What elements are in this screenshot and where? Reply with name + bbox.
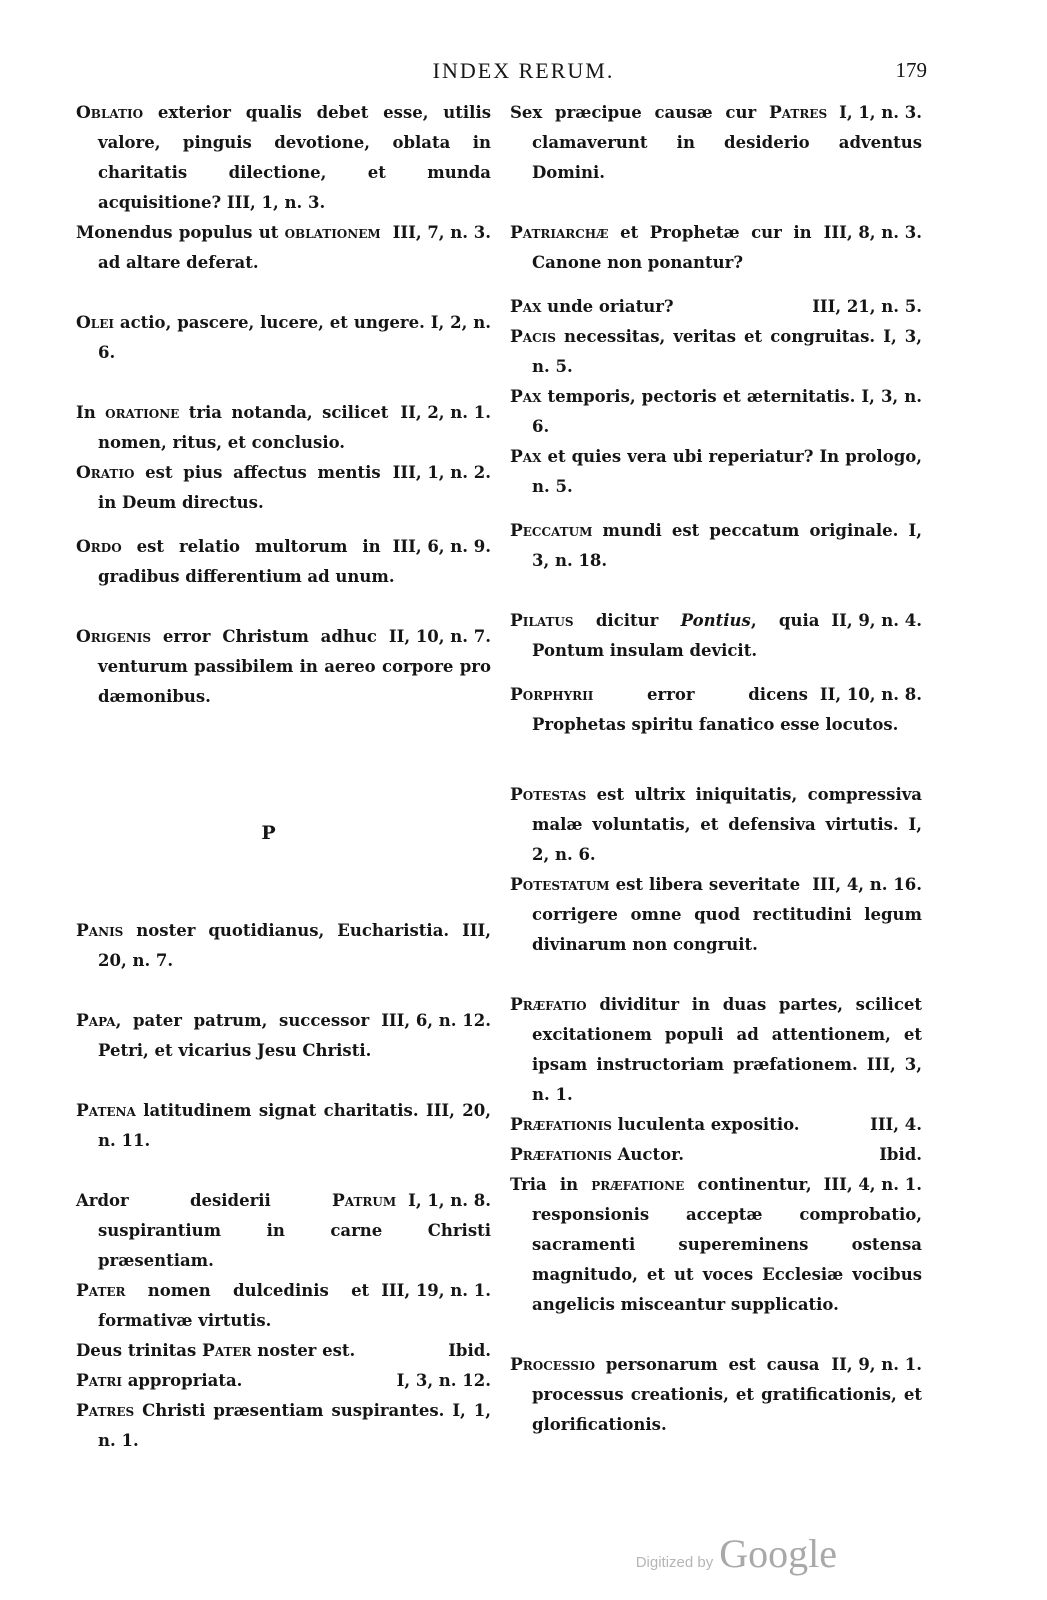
entry-headword: Origenis [76, 627, 152, 647]
entry-spacer [510, 740, 922, 780]
entry-text: unde oriatur? [541, 297, 674, 316]
entry-text: personarum est causa processus creationis, et gratificationis, et glorificationis. [532, 1355, 922, 1434]
entry-headword: Præfationis [510, 1145, 612, 1165]
index-entry [510, 870, 922, 960]
entry-text: error dicens Prophetas spiritu fanatico esse locutos. [532, 685, 899, 734]
index-entry [76, 622, 491, 712]
entry-reference: III, 4. [870, 1115, 922, 1134]
entry-spacer [510, 666, 922, 680]
index-entry [76, 1096, 491, 1156]
entry-headword: Pax [510, 297, 542, 317]
watermark-prefix: Digitized by [635, 1554, 714, 1571]
index-entry [510, 1110, 922, 1140]
entry-reference: I, 1, n. 8. [408, 1191, 491, 1210]
entry-headword: Pax [510, 387, 542, 407]
entry-text: Monendus populus ut [76, 223, 285, 242]
entry-text: et quies vera ubi reperiatur? In prologo, n. 5. [532, 447, 922, 496]
entry-headword: Potestatum [510, 875, 610, 895]
entry-text: est pius affectus mentis in Deum directus. [98, 463, 381, 512]
entry-headword: Peccatum [510, 521, 593, 541]
entry-spacer [510, 576, 922, 606]
google-watermark [636, 1530, 837, 1577]
index-entry [76, 1186, 491, 1276]
index-entry [510, 1170, 922, 1320]
entry-spacer [510, 188, 922, 218]
entry-text: Sex præcipue causæ cur [510, 103, 769, 122]
entry-text: , pater patrum, successor Petri, et vicarius Jesu Christi. [98, 1011, 372, 1060]
index-entry [510, 98, 922, 188]
entry-headword: Processio [510, 1355, 596, 1375]
entry-reference: Ibid. [448, 1341, 491, 1360]
entry-reference: II, 9, n. 1. [831, 1355, 922, 1374]
index-entry [510, 442, 922, 502]
index-entry [510, 680, 922, 740]
entry-spacer [76, 1156, 491, 1186]
entry-text: noster quotidianus, Eucharistia. III, 20, n. 7. [98, 921, 491, 970]
entry-text: Ardor desiderii [76, 1191, 333, 1210]
entry-text: error Christum adhuc venturum passibilem in aereo corpore pro dæmonibus. [98, 627, 491, 706]
index-entry [76, 98, 491, 218]
entry-text: Tria in [510, 1175, 592, 1194]
entry-headword: Præfatio [510, 995, 587, 1015]
entry-headword: Pater [202, 1341, 252, 1361]
entry-headword: præfatione [591, 1175, 685, 1195]
entry-reference: I, 1, n. 3. [839, 103, 922, 122]
entry-text: clamaverunt in desiderio adventus Domini. [532, 133, 922, 182]
entry-headword: Patri [76, 1371, 122, 1391]
index-entry [510, 218, 922, 278]
entry-reference: I, 3, n. 12. [396, 1371, 491, 1390]
entry-spacer [76, 976, 491, 1006]
entry-text: suspirantium in carne Christi præsentiam. [98, 1221, 491, 1270]
entry-text: est ultrix iniquitatis, compressiva malæ voluntatis, et defensiva virtutis. I, 2, n. 6. [532, 785, 922, 864]
entry-text: luculenta expositio. [611, 1115, 800, 1134]
entry-text: ad altare deferat. [98, 253, 259, 272]
entry-headword: Præfationis [510, 1115, 612, 1135]
entry-headword: Pilatus [510, 611, 574, 631]
entry-text: actio, pascere, lucere, et ungere. I, 2, n. 6. [98, 313, 491, 362]
entry-reference: Ibid. [879, 1145, 922, 1164]
entry-reference: III, 7, n. 3. [392, 223, 491, 242]
entry-spacer [76, 278, 491, 308]
entry-headword: Pacis [510, 327, 556, 347]
entry-text: est libera severitate corrigere omne quod rectitudini legum divinarum non congruit. [532, 875, 922, 954]
entry-reference: III, 6, n. 12. [381, 1011, 491, 1030]
left-column [76, 98, 491, 1456]
index-entry [76, 1336, 491, 1366]
entry-headword: oblationem [284, 223, 381, 243]
entry-headword: Pax [510, 447, 542, 467]
entry-headword: Patriarchæ [510, 223, 609, 243]
index-entry [510, 606, 922, 666]
index-entry [510, 990, 922, 1110]
index-entry [510, 516, 922, 576]
entry-spacer [76, 1066, 491, 1096]
entry-headword: Porphyrii [510, 685, 594, 705]
entry-headword: Potestas [510, 785, 587, 805]
entry-reference: II, 10, n. 8. [819, 685, 922, 704]
entry-text: Christi præsentiam suspirantes. I, 1, n. 1. [98, 1401, 491, 1450]
entry-reference: III, 6, n. 9. [392, 537, 491, 556]
entry-spacer [76, 368, 491, 398]
index-entry [510, 1140, 922, 1170]
index-entry [76, 458, 491, 518]
entry-headword: Patres [76, 1401, 135, 1421]
google-logo: Google [719, 1531, 837, 1576]
entry-italic: Pontius [680, 611, 751, 630]
entry-text: continentur, responsionis acceptæ comprobatio, sacramenti supereminens ostensa magnitudo, et ut voces Ecclesiæ vocibus angelicis misceantur supplicatio. [532, 1175, 922, 1314]
entry-headword: Ordo [76, 537, 122, 557]
index-entry [510, 1350, 922, 1440]
entry-reference: III, 19, n. 1. [381, 1281, 491, 1300]
entry-headword: Oratio [76, 463, 135, 483]
entry-headword: Panis [76, 921, 124, 941]
index-entry [510, 322, 922, 382]
entry-text: , quia Pontum insulam devicit. [532, 611, 820, 660]
index-entry [76, 1396, 491, 1456]
entry-text: dicitur [573, 611, 681, 630]
entry-reference: III, 8, n. 3. [823, 223, 922, 242]
entry-headword: Patena [76, 1101, 136, 1121]
entry-spacer [76, 592, 491, 622]
running-title: INDEX RERUM. [432, 58, 615, 83]
entry-text: Deus trinitas [76, 1341, 203, 1360]
entry-spacer [76, 518, 491, 532]
entry-reference: III, 4, n. 1. [823, 1175, 922, 1194]
entry-text: noster est. [251, 1341, 356, 1360]
entry-reference: II, 2, n. 1. [400, 403, 491, 422]
index-entry [76, 308, 491, 368]
entry-text: est relatio multorum in gradibus differentium ad unum. [98, 537, 395, 586]
entry-reference: III, 4, n. 16. [812, 875, 922, 894]
index-entry [76, 1006, 491, 1066]
right-column [510, 98, 922, 1440]
entry-reference: II, 10, n. 7. [388, 627, 491, 646]
index-entry [510, 292, 922, 322]
entry-text: appropriata. [121, 1371, 243, 1390]
entry-text: necessitas, veritas et congruitas. I, 3, n. 5. [532, 327, 922, 376]
entry-text: temporis, pectoris et æternitatis. I, 3, n. 6. [532, 387, 922, 436]
entry-text: latitudinem signat charitatis. III, 20, n. 11. [98, 1101, 491, 1150]
index-entry [76, 916, 491, 976]
entry-text: Auctor. [611, 1145, 685, 1164]
index-entry [76, 398, 491, 458]
entry-reference: III, 1, n. 2. [392, 463, 491, 482]
index-entry [510, 780, 922, 870]
entry-spacer [510, 960, 922, 990]
entry-spacer [510, 278, 922, 292]
entry-reference: III, 21, n. 5. [812, 297, 922, 316]
entry-text: et Prophetæ cur in Canone non ponantur? [532, 223, 812, 272]
index-entry [76, 218, 491, 278]
entry-reference: II, 9, n. 4. [831, 611, 922, 630]
section-letter: P [261, 822, 276, 844]
entry-headword: Oblatio [76, 103, 144, 123]
entry-headword: oratione [105, 403, 180, 423]
entry-headword: Papa [76, 1011, 116, 1031]
entry-text: tria notanda, scilicet nomen, ritus, et conclusio. [98, 403, 389, 452]
entry-text: nomen dulcedinis et formativæ virtutis. [98, 1281, 370, 1330]
entry-text: mundi est peccatum originale. I, 3, n. 18. [532, 521, 922, 570]
entry-headword: Patres [768, 103, 828, 123]
index-entry [76, 532, 491, 592]
index-entry [510, 382, 922, 442]
entry-text: exterior qualis debet esse, utilis valore, pinguis devotione, oblata in charitatis dilectione, et munda acquisitione? III, 1, n. 3. [98, 103, 491, 212]
entry-headword: Patrum [332, 1191, 397, 1211]
index-entry [76, 1276, 491, 1336]
entry-headword: Olei [76, 313, 115, 333]
entry-spacer [510, 1320, 922, 1350]
entry-spacer [510, 502, 922, 516]
entry-headword: Pater [76, 1281, 126, 1301]
index-entry [76, 1366, 491, 1396]
entry-text: In [76, 403, 106, 422]
page-number: 179 [895, 58, 927, 82]
entry-text: dividitur in duas partes, scilicet excitationem populi ad attentionem, et ipsam instructoriam præfationem. III, 3, n. 1. [532, 995, 922, 1104]
